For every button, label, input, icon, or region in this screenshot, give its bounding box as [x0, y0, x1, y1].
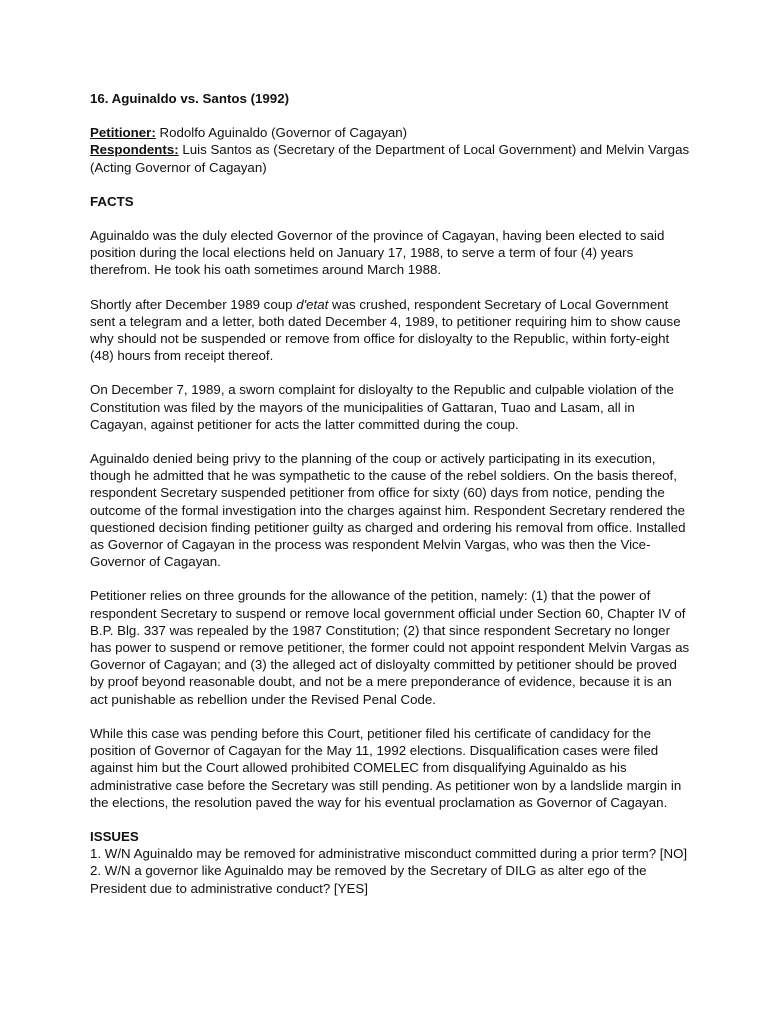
issue-item-1: 1. W/N Aguinaldo may be removed for administrative misconduct committed during a prior term? [NO]: [90, 846, 688, 862]
facts-paragraph-1: Aguinaldo was the duly elected Governor of the province of Cagayan, having been elected to said position during the local elections held on January 17, 1988, to serve a term of four (4) years therefrom. He took his oath sometimes around March 1988.: [90, 228, 665, 278]
facts-paragraph-6: While this case was pending before this Court, petitioner filed his certificate of candidacy for the position of Governor of Cagayan for the May 11, 1992 elections. Disqualification cases were filed against him but the Court allowed prohibited COMELEC from disqualifying Aguinaldo as his administrative case before the Secretary was still pending. As petitioner won by a landslide margin in the elections, the resolution paved the way for his eventual proclamation as Governor of Cagayan.: [90, 725, 682, 810]
respondents-line: [90, 141, 690, 175]
coup-detat-term: d'etat: [296, 296, 329, 312]
issues-heading: ISSUES: [90, 828, 139, 844]
petitioner-text: Rodolfo Aguinaldo (Governor of Cagayan): [155, 125, 408, 141]
case-title: 16. Aguinaldo vs. Santos (1992): [90, 91, 290, 106]
facts-paragraph-4: Aguinaldo denied being privy to the planning of the coup or actively participating in its execution, though he admitted that he was sympathetic to the cause of the rebel soldiers. On the basis thereof, respondent Secretary suspended petitioner from office for sixty (60) days from notice, pending the outcome of the formal investigation into the charges against him. Respondent Secretary rendered the questioned decision finding petitioner guilty as charged and ordering his removal from office. Installed as Governor of Cagayan in the process was respondent Melvin Vargas, who was then the Vice-Governor of Cagayan.: [90, 451, 686, 570]
petitioner-line: [90, 124, 690, 141]
facts-heading: FACTS: [90, 193, 134, 209]
respondents-text: Luis Santos as (Secretary of the Department of Local Government) and Melvin Vargas (Acting Governor of Cagayan): [90, 142, 690, 175]
respondents-label: Respondents:: [90, 142, 179, 158]
facts-paragraph-3: On December 7, 1989, a sworn complaint for disloyalty to the Republic and culpable violation of the Constitution was filed by the mayors of the municipalities of Gattaran, Tuao and Lasam, all in Cagayan, against petitioner for acts the latter committed during the coup.: [90, 382, 674, 432]
facts-paragraph-2-end: was crushed, respondent Secretary of Local Government sent a telegram and a letter, both dated December 4, 1989, to petitioner requiring him to show cause why should not be suspended or remove from office for disloyalty to the Republic, within forty-eight (48) hours from receipt thereof.: [90, 296, 681, 364]
issue-item-2: 2. W/N a governor like Aguinaldo may be removed by the Secretary of DILG as alter ego of the President due to administrative conduct? [YES]: [90, 863, 647, 896]
facts-paragraph-2: [90, 296, 690, 365]
document-page: [90, 90, 690, 897]
facts-paragraph-2-start: Shortly after December 1989 coup: [90, 296, 297, 312]
petitioner-label: Petitioner:: [90, 125, 156, 141]
facts-paragraph-5: Petitioner relies on three grounds for the allowance of the petition, namely: (1) that the power of respondent Secretary to suspend or remove local government official under Section 60, Chapter IV of B.P. Blg. 337 was repealed by the 1987 Constitution; (2) that since respondent Secretary no longer has power to suspend or remove petitioner, the former could not appoint respondent Melvin Vargas as Governor of Cagayan; and (3) the alleged act of disloyalty committed by petitioner should be proved by proof beyond reasonable doubt, and not be a mere preponderance of evidence, because it is an act punishable as rebellion under the Revised Penal Code.: [90, 588, 690, 707]
